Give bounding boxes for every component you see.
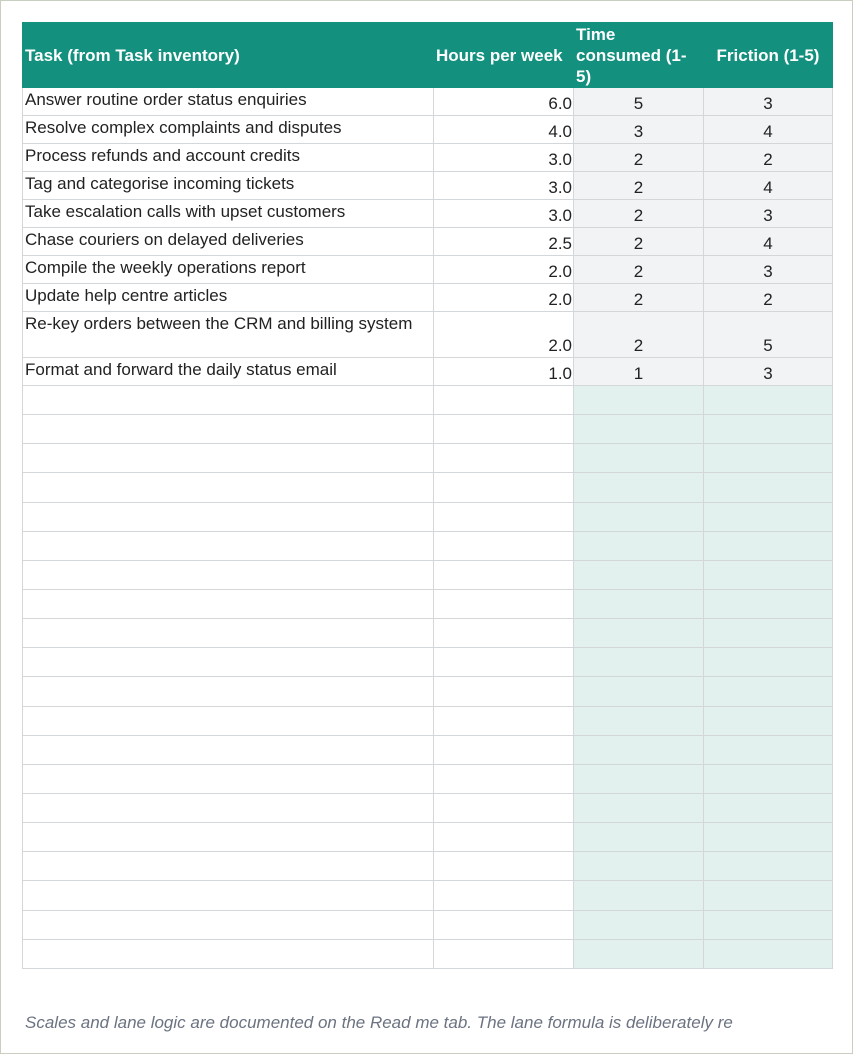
empty-hours-cell[interactable] (434, 648, 574, 677)
hours-cell[interactable]: 3.0 (434, 172, 574, 200)
empty-row (23, 531, 833, 560)
task-cell[interactable]: Chase couriers on delayed deliveries (23, 228, 434, 256)
time-consumed-cell[interactable]: 2 (574, 312, 704, 358)
empty-row (23, 939, 833, 968)
empty-time-consumed-cell[interactable] (574, 852, 704, 881)
empty-time-consumed-cell[interactable] (574, 939, 704, 968)
column-header-time-consumed[interactable]: Time consumed (1-5) (574, 23, 704, 88)
table-row (23, 284, 833, 312)
hours-cell[interactable]: 2.5 (434, 228, 574, 256)
empty-task-cell[interactable] (23, 415, 434, 444)
empty-friction-cell[interactable] (704, 589, 833, 618)
hours-cell[interactable]: 3.0 (434, 200, 574, 228)
empty-task-cell[interactable] (23, 386, 434, 415)
empty-task-cell[interactable] (23, 852, 434, 881)
empty-hours-cell[interactable] (434, 444, 574, 473)
time-consumed-cell[interactable]: 2 (574, 144, 704, 172)
empty-time-consumed-cell[interactable] (574, 735, 704, 764)
empty-friction-cell[interactable] (704, 735, 833, 764)
friction-cell[interactable]: 3 (704, 200, 833, 228)
friction-cell[interactable]: 3 (704, 358, 833, 386)
empty-hours-cell[interactable] (434, 502, 574, 531)
empty-time-consumed-cell[interactable] (574, 881, 704, 910)
empty-time-consumed-cell[interactable] (574, 619, 704, 648)
empty-row (23, 473, 833, 502)
hours-cell[interactable]: 2.0 (434, 256, 574, 284)
task-scoring-table (22, 22, 833, 969)
hours-cell[interactable]: 3.0 (434, 144, 574, 172)
empty-row (23, 415, 833, 444)
hours-cell[interactable]: 4.0 (434, 116, 574, 144)
table-row (23, 172, 833, 200)
hours-cell[interactable]: 2.0 (434, 312, 574, 358)
friction-cell[interactable]: 3 (704, 256, 833, 284)
empty-task-cell[interactable] (23, 793, 434, 822)
empty-row (23, 706, 833, 735)
empty-time-consumed-cell[interactable] (574, 648, 704, 677)
footer-note: Scales and lane logic are documented on the Read me tab. The lane formula is deliberately re (25, 1013, 733, 1032)
empty-hours-cell[interactable] (434, 939, 574, 968)
empty-time-consumed-cell[interactable] (574, 444, 704, 473)
empty-row (23, 852, 833, 881)
empty-task-cell[interactable] (23, 764, 434, 793)
table-row (23, 358, 833, 386)
empty-hours-cell[interactable] (434, 764, 574, 793)
empty-task-cell[interactable] (23, 589, 434, 618)
empty-row (23, 619, 833, 648)
empty-row (23, 764, 833, 793)
empty-task-cell[interactable] (23, 648, 434, 677)
empty-task-cell[interactable] (23, 910, 434, 939)
empty-friction-cell[interactable] (704, 648, 833, 677)
empty-hours-cell[interactable] (434, 560, 574, 589)
empty-row (23, 648, 833, 677)
empty-row (23, 910, 833, 939)
empty-hours-cell[interactable] (434, 589, 574, 618)
empty-row (23, 560, 833, 589)
empty-task-cell[interactable] (23, 560, 434, 589)
empty-friction-cell[interactable] (704, 502, 833, 531)
time-consumed-cell[interactable]: 2 (574, 284, 704, 312)
table-row (23, 312, 833, 358)
empty-time-consumed-cell[interactable] (574, 910, 704, 939)
time-consumed-cell[interactable]: 2 (574, 172, 704, 200)
time-consumed-cell[interactable]: 2 (574, 200, 704, 228)
task-cell[interactable]: Process refunds and account credits (23, 144, 434, 172)
task-cell[interactable]: Re-key orders between the CRM and billing system (23, 312, 434, 358)
time-consumed-cell[interactable]: 5 (574, 88, 704, 116)
empty-hours-cell[interactable] (434, 735, 574, 764)
table-row (23, 88, 833, 116)
empty-task-cell[interactable] (23, 619, 434, 648)
empty-hours-cell[interactable] (434, 677, 574, 706)
empty-hours-cell[interactable] (434, 852, 574, 881)
hours-cell[interactable]: 6.0 (434, 88, 574, 116)
empty-time-consumed-cell[interactable] (574, 560, 704, 589)
task-cell[interactable]: Resolve complex complaints and disputes (23, 116, 434, 144)
empty-time-consumed-cell[interactable] (574, 415, 704, 444)
empty-friction-cell[interactable] (704, 531, 833, 560)
empty-friction-cell[interactable] (704, 560, 833, 589)
empty-friction-cell[interactable] (704, 793, 833, 822)
empty-time-consumed-cell[interactable] (574, 589, 704, 618)
empty-hours-cell[interactable] (434, 619, 574, 648)
friction-cell[interactable]: 4 (704, 116, 833, 144)
empty-time-consumed-cell[interactable] (574, 531, 704, 560)
empty-task-cell[interactable] (23, 444, 434, 473)
empty-hours-cell[interactable] (434, 793, 574, 822)
empty-friction-cell[interactable] (704, 619, 833, 648)
empty-friction-cell[interactable] (704, 473, 833, 502)
empty-friction-cell[interactable] (704, 386, 833, 415)
empty-time-consumed-cell[interactable] (574, 502, 704, 531)
empty-hours-cell[interactable] (434, 473, 574, 502)
friction-cell[interactable]: 2 (704, 284, 833, 312)
empty-row (23, 677, 833, 706)
empty-friction-cell[interactable] (704, 677, 833, 706)
time-consumed-cell[interactable]: 1 (574, 358, 704, 386)
empty-friction-cell[interactable] (704, 852, 833, 881)
empty-time-consumed-cell[interactable] (574, 823, 704, 852)
empty-task-cell[interactable] (23, 531, 434, 560)
table-row (23, 116, 833, 144)
empty-hours-cell[interactable] (434, 415, 574, 444)
empty-friction-cell[interactable] (704, 764, 833, 793)
empty-time-consumed-cell[interactable] (574, 764, 704, 793)
empty-friction-cell[interactable] (704, 910, 833, 939)
empty-hours-cell[interactable] (434, 386, 574, 415)
empty-task-cell[interactable] (23, 735, 434, 764)
empty-hours-cell[interactable] (434, 531, 574, 560)
hours-cell[interactable]: 1.0 (434, 358, 574, 386)
empty-friction-cell[interactable] (704, 415, 833, 444)
empty-hours-cell[interactable] (434, 706, 574, 735)
empty-task-cell[interactable] (23, 939, 434, 968)
time-consumed-cell[interactable]: 3 (574, 116, 704, 144)
empty-time-consumed-cell[interactable] (574, 793, 704, 822)
empty-task-cell[interactable] (23, 823, 434, 852)
empty-task-cell[interactable] (23, 706, 434, 735)
empty-task-cell[interactable] (23, 881, 434, 910)
empty-row (23, 735, 833, 764)
empty-row (23, 589, 833, 618)
empty-hours-cell[interactable] (434, 823, 574, 852)
hours-cell[interactable]: 2.0 (434, 284, 574, 312)
column-header-friction[interactable]: Friction (1-5) (704, 23, 833, 88)
empty-friction-cell[interactable] (704, 823, 833, 852)
time-consumed-cell[interactable]: 2 (574, 228, 704, 256)
task-cell[interactable]: Answer routine order status enquiries (23, 88, 434, 116)
empty-row (23, 823, 833, 852)
empty-row (23, 386, 833, 415)
empty-task-cell[interactable] (23, 473, 434, 502)
empty-time-consumed-cell[interactable] (574, 706, 704, 735)
task-cell[interactable]: Tag and categorise incoming tickets (23, 172, 434, 200)
empty-task-cell[interactable] (23, 502, 434, 531)
task-cell[interactable]: Compile the weekly operations report (23, 256, 434, 284)
column-header-task[interactable]: Task (from Task inventory) (23, 23, 434, 88)
empty-hours-cell[interactable] (434, 910, 574, 939)
empty-friction-cell[interactable] (704, 939, 833, 968)
empty-friction-cell[interactable] (704, 881, 833, 910)
empty-time-consumed-cell[interactable] (574, 473, 704, 502)
empty-row (23, 793, 833, 822)
friction-cell[interactable]: 3 (704, 88, 833, 116)
empty-row (23, 502, 833, 531)
header-row (23, 23, 833, 88)
empty-friction-cell[interactable] (704, 706, 833, 735)
table-row (23, 200, 833, 228)
friction-cell[interactable]: 4 (704, 228, 833, 256)
empty-time-consumed-cell[interactable] (574, 386, 704, 415)
task-cell[interactable]: Take escalation calls with upset customers (23, 200, 434, 228)
empty-row (23, 881, 833, 910)
friction-cell[interactable]: 4 (704, 172, 833, 200)
empty-row (23, 444, 833, 473)
friction-cell[interactable]: 5 (704, 312, 833, 358)
table-row (23, 228, 833, 256)
table-row (23, 144, 833, 172)
empty-friction-cell[interactable] (704, 444, 833, 473)
table-row (23, 256, 833, 284)
task-cell[interactable]: Update help centre articles (23, 284, 434, 312)
empty-task-cell[interactable] (23, 677, 434, 706)
column-header-hours[interactable]: Hours per week (434, 23, 574, 88)
empty-time-consumed-cell[interactable] (574, 677, 704, 706)
task-cell[interactable]: Format and forward the daily status email (23, 358, 434, 386)
time-consumed-cell[interactable]: 2 (574, 256, 704, 284)
friction-cell[interactable]: 2 (704, 144, 833, 172)
empty-hours-cell[interactable] (434, 881, 574, 910)
